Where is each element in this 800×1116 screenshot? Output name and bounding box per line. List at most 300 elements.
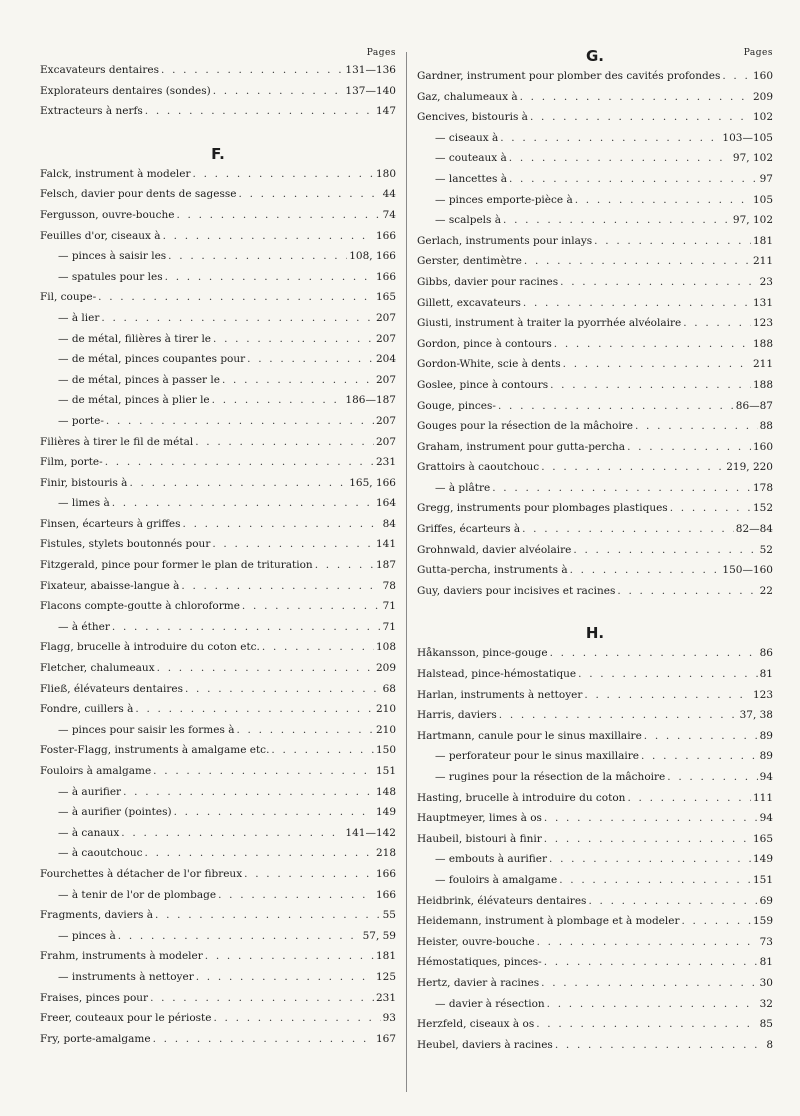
- entry-term: Gerlach, instruments pour inlays: [417, 234, 593, 247]
- entry-page-number: 178: [752, 481, 773, 494]
- entry-leader-dots: [544, 829, 751, 850]
- entry-page-number: 73: [759, 935, 773, 948]
- entry-leader-dots: [570, 560, 721, 581]
- index-entry: [417, 375, 773, 396]
- entry-term: Felsch, davier pour dents de sagesse: [40, 188, 237, 201]
- entry-leader-dots: [176, 205, 380, 226]
- entry-page-number: 207: [375, 373, 396, 386]
- entry-term: Fraises, pinces pour: [40, 991, 149, 1004]
- entry-leader-dots: [205, 946, 374, 967]
- entry-leader-dots: [218, 885, 374, 906]
- entry-leader-dots: [683, 313, 751, 334]
- entry-term: Falck, instrument à modeler: [40, 167, 191, 180]
- entry-leader-dots: [722, 66, 751, 87]
- index-entry: [417, 437, 773, 458]
- entry-term: Feuilles d'or, ciseaux à: [40, 229, 161, 242]
- entry-term: Herzfeld, ciseaux à os: [417, 1018, 535, 1031]
- entry-term: Gordon-White, scie à dents: [417, 358, 561, 371]
- entry-term: Fourchettes à détacher de l'or fibreux: [40, 867, 243, 880]
- index-entry: [417, 128, 773, 149]
- entry-page-number: 102: [752, 111, 773, 124]
- index-entry: [417, 788, 773, 809]
- entry-leader-dots: [544, 808, 758, 829]
- entry-term: Hémostatiques, pinces-: [417, 956, 542, 969]
- entry-page-number: 148: [375, 785, 396, 798]
- entry-page-number: 69: [759, 894, 773, 907]
- index-entry: [417, 932, 773, 953]
- index-entry: [417, 540, 773, 561]
- entry-leader-dots: [560, 272, 757, 293]
- entry-term: Gouge, pinces-: [417, 399, 496, 412]
- right-column: [417, 46, 773, 1055]
- index-entry: [40, 534, 396, 555]
- index-entry: [40, 101, 396, 122]
- index-entry: [417, 334, 773, 355]
- entry-term: Harlan, instruments à nettoyer: [417, 688, 583, 701]
- entry-leader-dots: [559, 870, 751, 891]
- index-entry: [417, 911, 773, 932]
- entry-page-number: 78: [382, 579, 396, 592]
- entry-term: Gouges pour la résection de la mâchoire: [417, 420, 633, 433]
- index-entry: [417, 478, 773, 499]
- index-entry: [40, 699, 396, 720]
- entry-page-number: 85: [759, 1018, 773, 1031]
- index-entry: [40, 761, 396, 782]
- entry-page-number: 57, 59: [362, 929, 396, 942]
- index-entry: [417, 705, 773, 726]
- index-entry: [40, 81, 396, 102]
- entry-page-number: 44: [382, 188, 396, 201]
- entry-page-number: 123: [752, 688, 773, 701]
- entry-term: Guy, daviers pour incisives et racines: [417, 584, 616, 597]
- entry-page-number: 211: [752, 358, 773, 371]
- entry-leader-dots: [123, 782, 374, 803]
- index-entry: [417, 87, 773, 108]
- entry-leader-dots: [161, 60, 343, 81]
- entry-term: Gencives, bistouris à: [417, 111, 528, 124]
- entry-page-number: 165: [752, 832, 773, 845]
- section-letter-g: G.: [585, 47, 604, 65]
- entry-term: — rugines pour la résection de la mâchoire: [435, 771, 666, 783]
- entry-page-number: 81: [759, 956, 773, 969]
- entry-page-number: 88: [759, 420, 773, 433]
- entry-leader-dots: [499, 705, 738, 726]
- entry-page-number: 165, 166: [349, 476, 396, 489]
- index-entry: [417, 560, 773, 581]
- entry-leader-dots: [168, 246, 347, 267]
- entry-leader-dots: [174, 802, 374, 823]
- entry-term: Explorateurs dentaires (sondes): [40, 84, 211, 97]
- index-entry: [40, 802, 396, 823]
- entry-term: — pinces à: [58, 929, 116, 942]
- index-entry: [40, 555, 396, 576]
- entry-term: Frahm, instruments à modeler: [40, 950, 203, 963]
- entry-leader-dots: [212, 390, 344, 411]
- entry-leader-dots: [537, 932, 758, 953]
- entry-leader-dots: [503, 210, 731, 231]
- index-entry: [40, 287, 396, 308]
- entry-page-number: 209: [375, 662, 396, 675]
- entry-leader-dots: [153, 1029, 374, 1050]
- entry-term: — de métal, pinces à plier le: [58, 394, 210, 407]
- entry-leader-dots: [492, 478, 751, 499]
- entry-term: — instruments à nettoyer: [58, 970, 194, 983]
- entry-leader-dots: [213, 329, 374, 350]
- index-entry: [40, 514, 396, 535]
- entry-page-number: 188: [752, 337, 773, 350]
- index-entry: [417, 416, 773, 437]
- entry-page-number: 231: [375, 991, 396, 1004]
- entry-page-number: 94: [759, 812, 773, 825]
- entry-page-number: 207: [375, 414, 396, 427]
- entry-term: Hertz, davier à racines: [417, 976, 540, 989]
- entry-page-number: 108, 166: [349, 250, 396, 263]
- index-entry: [40, 452, 396, 473]
- entry-term: Fistules, stylets boutonnés pour: [40, 538, 211, 551]
- entry-term: Fragments, daviers à: [40, 909, 153, 922]
- entry-leader-dots: [112, 617, 381, 638]
- entry-leader-dots: [193, 164, 374, 185]
- entry-leader-dots: [549, 849, 751, 870]
- entry-page-number: 150: [375, 744, 396, 757]
- index-entry: [417, 231, 773, 252]
- entry-page-number: 74: [382, 208, 396, 221]
- entry-term: Foster-Flagg, instruments à amalgame etc.: [40, 744, 270, 757]
- entry-term: — à aurifier: [58, 785, 122, 798]
- entry-page-number: 141: [375, 538, 396, 551]
- entry-page-number: 207: [375, 332, 396, 345]
- index-entry: [40, 390, 396, 411]
- index-entry: [417, 685, 773, 706]
- entry-term: — limes à: [58, 497, 110, 510]
- entry-term: — ciseaux à: [435, 131, 499, 144]
- entry-page-number: 207: [375, 311, 396, 324]
- entry-page-number: 187: [375, 559, 396, 572]
- entry-term: Flacons compte-goutte à chloroforme: [40, 600, 240, 613]
- entry-page-number: 186—187: [345, 394, 396, 407]
- entry-leader-dots: [222, 370, 374, 391]
- index-entry: [40, 349, 396, 370]
- entry-term: Extracteurs à nerfs: [40, 105, 143, 118]
- entry-term: Hartmann, canule pour le sinus maxillaire: [417, 729, 642, 742]
- entry-leader-dots: [271, 740, 374, 761]
- section-letter-f: F.: [211, 144, 225, 163]
- entry-page-number: 22: [759, 584, 773, 597]
- entry-term: — à tenir de l'or de plombage: [58, 888, 217, 901]
- entry-page-number: 97: [759, 172, 773, 185]
- entry-term: Fry, porte-amalgame: [40, 1032, 151, 1045]
- entry-leader-dots: [584, 685, 751, 706]
- entry-leader-dots: [575, 190, 751, 211]
- entry-term: Goslee, pince à contours: [417, 378, 549, 391]
- entry-page-number: 105: [752, 193, 773, 206]
- index-entry: [417, 829, 773, 850]
- index-entry: [40, 1029, 396, 1050]
- entry-page-number: 55: [382, 909, 396, 922]
- entry-term: Hauptmeyer, limes à os: [417, 812, 542, 825]
- index-entry: [40, 843, 396, 864]
- entry-leader-dots: [315, 555, 374, 576]
- index-entry: [417, 726, 773, 747]
- index-entry: [40, 720, 396, 741]
- entry-term: Fouloirs à amalgame: [40, 765, 152, 777]
- entry-page-number: 147: [375, 105, 396, 118]
- entry-leader-dots: [627, 788, 751, 809]
- entry-term: Finir, bistouris à: [40, 476, 128, 489]
- entry-page-number: 86: [759, 647, 773, 660]
- entry-term: Gutta-percha, instruments à: [417, 564, 568, 577]
- entry-leader-dots: [183, 514, 381, 535]
- entry-leader-dots: [157, 658, 374, 679]
- index-entry: [417, 581, 773, 602]
- entry-term: — lancettes à: [435, 172, 507, 185]
- entry-page-number: 166: [375, 270, 396, 283]
- entry-page-number: 89: [759, 729, 773, 742]
- entry-page-number: 166: [375, 867, 396, 880]
- entry-leader-dots: [667, 767, 757, 788]
- entry-leader-dots: [530, 107, 751, 128]
- entry-term: — spatules pour les: [58, 270, 163, 283]
- entry-leader-dots: [247, 349, 374, 370]
- entry-page-number: 152: [752, 502, 773, 515]
- entry-term: Griffes, écarteurs à: [417, 523, 521, 536]
- entry-page-number: 52: [759, 543, 773, 556]
- entry-page-number: 93: [382, 1012, 396, 1025]
- entry-term: — à caoutchouc: [58, 847, 143, 860]
- entry-leader-dots: [150, 988, 374, 1009]
- index-entry: [40, 946, 396, 967]
- index-entry: [417, 396, 773, 417]
- entry-term: Giusti, instrument à traiter la pyorrhée alvéolaire: [417, 317, 682, 330]
- entry-leader-dots: [555, 1035, 764, 1056]
- index-entry: [40, 493, 396, 514]
- index-entry: [40, 864, 396, 885]
- index-entry: [417, 313, 773, 334]
- entry-leader-dots: [547, 994, 758, 1015]
- entry-page-number: 210: [375, 703, 396, 716]
- entry-leader-dots: [163, 226, 374, 247]
- index-entry: [417, 870, 773, 891]
- entry-leader-dots: [498, 396, 734, 417]
- entry-leader-dots: [105, 452, 374, 473]
- entry-list-e: [40, 60, 396, 122]
- entry-term: — pinces pour saisir les formes à: [58, 723, 235, 736]
- entry-term: Grattoirs à caoutchouc: [417, 461, 540, 474]
- entry-leader-dots: [554, 334, 751, 355]
- entry-leader-dots: [594, 231, 751, 252]
- entry-leader-dots: [573, 540, 757, 561]
- entry-page-number: 84: [382, 517, 396, 530]
- index-entry: [40, 267, 396, 288]
- index-entry: [417, 148, 773, 169]
- entry-page-number: 89: [759, 750, 773, 763]
- entry-term: — à lier: [58, 311, 100, 324]
- entry-term: — davier à résection: [435, 997, 545, 1010]
- entry-leader-dots: [112, 493, 374, 514]
- index-entry: [40, 823, 396, 844]
- entry-page-number: 30: [759, 976, 773, 989]
- index-entry: [417, 210, 773, 231]
- entry-term: Film, porte-: [40, 456, 103, 469]
- entry-term: Halstead, pince-hémostatique: [417, 668, 577, 681]
- entry-leader-dots: [118, 926, 361, 947]
- index-entry: [417, 251, 773, 272]
- index-entry: [40, 60, 396, 81]
- entry-leader-dots: [541, 457, 724, 478]
- entry-leader-dots: [135, 699, 374, 720]
- entry-term: Gibbs, davier pour racines: [417, 275, 559, 288]
- entry-page-number: 188: [752, 378, 773, 391]
- entry-term: Gerster, dentimètre: [417, 255, 522, 268]
- index-entry: [417, 1035, 773, 1056]
- entry-page-number: 82—84: [735, 523, 773, 536]
- index-entry: [40, 226, 396, 247]
- entry-page-number: 149: [752, 853, 773, 866]
- index-entry: [417, 891, 773, 912]
- entry-term: Heidemann, instrument à plombage et à modeler: [417, 915, 680, 928]
- entry-leader-dots: [262, 637, 374, 658]
- index-entry: [40, 658, 396, 679]
- entry-page-number: 8: [766, 1038, 773, 1051]
- entry-page-number: 23: [759, 275, 773, 288]
- entry-term: Fließ, élévateurs dentaires: [40, 682, 183, 695]
- entry-page-number: 181: [752, 234, 773, 247]
- entry-term: Fletcher, chalumeaux: [40, 662, 155, 675]
- index-entry: [417, 643, 773, 664]
- index-entry: [40, 988, 396, 1009]
- entry-leader-dots: [563, 354, 751, 375]
- entry-term: Heubel, daviers à racines: [417, 1038, 553, 1051]
- entry-page-number: 218: [375, 847, 396, 860]
- entry-term: Filières à tirer le fil de métal: [40, 435, 194, 448]
- entry-term: — à éther: [58, 620, 110, 633]
- index-entry: [40, 164, 396, 185]
- index-entry: [417, 808, 773, 829]
- index-entry: [40, 205, 396, 226]
- index-entry: [417, 169, 773, 190]
- entry-leader-dots: [129, 473, 347, 494]
- entry-term: — porte-: [58, 414, 104, 427]
- entry-page-number: 103—105: [722, 131, 773, 144]
- entry-page-number: 204: [375, 353, 396, 366]
- entry-term: Excavateurs dentaires: [40, 64, 160, 76]
- entry-leader-dots: [520, 87, 751, 108]
- index-entry: [40, 967, 396, 988]
- entry-list-f: [40, 164, 396, 1050]
- entry-page-number: 108: [375, 641, 396, 654]
- entry-term: — à plâtre: [435, 481, 491, 494]
- entry-leader-dots: [681, 911, 750, 932]
- entry-term: — de métal, filières à tirer le: [58, 332, 212, 345]
- column-divider: [406, 52, 407, 1092]
- entry-page-number: 207: [375, 435, 396, 448]
- index-entry: [40, 905, 396, 926]
- entry-leader-dots: [536, 1014, 757, 1035]
- entry-leader-dots: [509, 169, 758, 190]
- index-entry: [40, 740, 396, 761]
- pages-label-right: Pages: [743, 48, 773, 58]
- entry-term: — de métal, pinces à passer le: [58, 373, 220, 386]
- entry-term: Freer, couteaux pour le périoste: [40, 1012, 212, 1025]
- index-entry: [40, 596, 396, 617]
- entry-term: Fil, coupe-: [40, 291, 97, 304]
- entry-page-number: 231: [375, 456, 396, 469]
- index-entry: [40, 926, 396, 947]
- entry-leader-dots: [641, 746, 758, 767]
- entry-page-number: 123: [752, 317, 773, 330]
- entry-term: Harris, daviers: [417, 709, 497, 722]
- index-entry: [417, 272, 773, 293]
- index-entry: [417, 498, 773, 519]
- entry-term: Fondre, cuillers à: [40, 703, 134, 716]
- entry-page-number: 32: [759, 997, 773, 1010]
- entry-leader-dots: [244, 864, 374, 885]
- entry-page-number: 181: [375, 950, 396, 963]
- entry-term: Graham, instrument pour gutta-percha: [417, 440, 626, 453]
- entry-page-number: 165: [375, 291, 396, 304]
- entry-term: Fixateur, abaisse-langue à: [40, 579, 180, 592]
- index-entry: [40, 411, 396, 432]
- entry-leader-dots: [500, 128, 720, 149]
- entry-page-number: 94: [759, 771, 773, 783]
- index-entry: [40, 617, 396, 638]
- index-entry: [40, 679, 396, 700]
- entry-term: — pinces à saisir les: [58, 250, 167, 263]
- entry-leader-dots: [544, 952, 758, 973]
- index-entry: [40, 329, 396, 350]
- entry-page-number: 131—136: [345, 64, 396, 76]
- entry-page-number: 149: [375, 806, 396, 819]
- entry-term: Håkansson, pince-gouge: [417, 647, 548, 660]
- index-entry: [417, 849, 773, 870]
- entry-term: — pinces emporte-pièce à: [435, 193, 573, 206]
- index-entry: [417, 66, 773, 87]
- entry-term: Finsen, écarteurs à griffes: [40, 517, 181, 530]
- entry-page-number: 159: [752, 915, 773, 928]
- entry-page-number: 71: [382, 600, 396, 613]
- entry-term: Gordon, pince à contours: [417, 337, 552, 350]
- index-entry: [40, 576, 396, 597]
- entry-term: — perforateur pour le sinus maxillaire: [435, 750, 639, 763]
- entry-leader-dots: [145, 101, 374, 122]
- entry-leader-dots: [635, 416, 758, 437]
- entry-term: Heidbrink, élévateurs dentaires: [417, 894, 587, 907]
- index-entry: [40, 432, 396, 453]
- entry-leader-dots: [195, 432, 374, 453]
- entry-list-g: [417, 66, 773, 601]
- index-entry: [40, 473, 396, 494]
- entry-leader-dots: [550, 643, 758, 664]
- entry-term: Grohnwald, davier alvéolaire: [417, 543, 572, 556]
- index-entry: [40, 885, 396, 906]
- index-entry: [417, 107, 773, 128]
- entry-leader-dots: [550, 375, 751, 396]
- entry-page-number: 97, 102: [732, 152, 773, 165]
- entry-leader-dots: [181, 576, 380, 597]
- entry-leader-dots: [239, 184, 381, 205]
- entry-page-number: 86—87: [735, 399, 773, 412]
- entry-leader-dots: [213, 81, 344, 102]
- entry-page-number: 167: [375, 1032, 396, 1045]
- entry-term: — de métal, pinces coupantes pour: [58, 353, 246, 366]
- section-letter-h: H.: [585, 624, 605, 643]
- index-entry: [417, 746, 773, 767]
- entry-leader-dots: [155, 905, 381, 926]
- index-entry: [417, 190, 773, 211]
- entry-leader-dots: [242, 596, 381, 617]
- index-entry: [417, 767, 773, 788]
- entry-term: Flagg, brucelle à introduire du coton etc.: [40, 641, 260, 654]
